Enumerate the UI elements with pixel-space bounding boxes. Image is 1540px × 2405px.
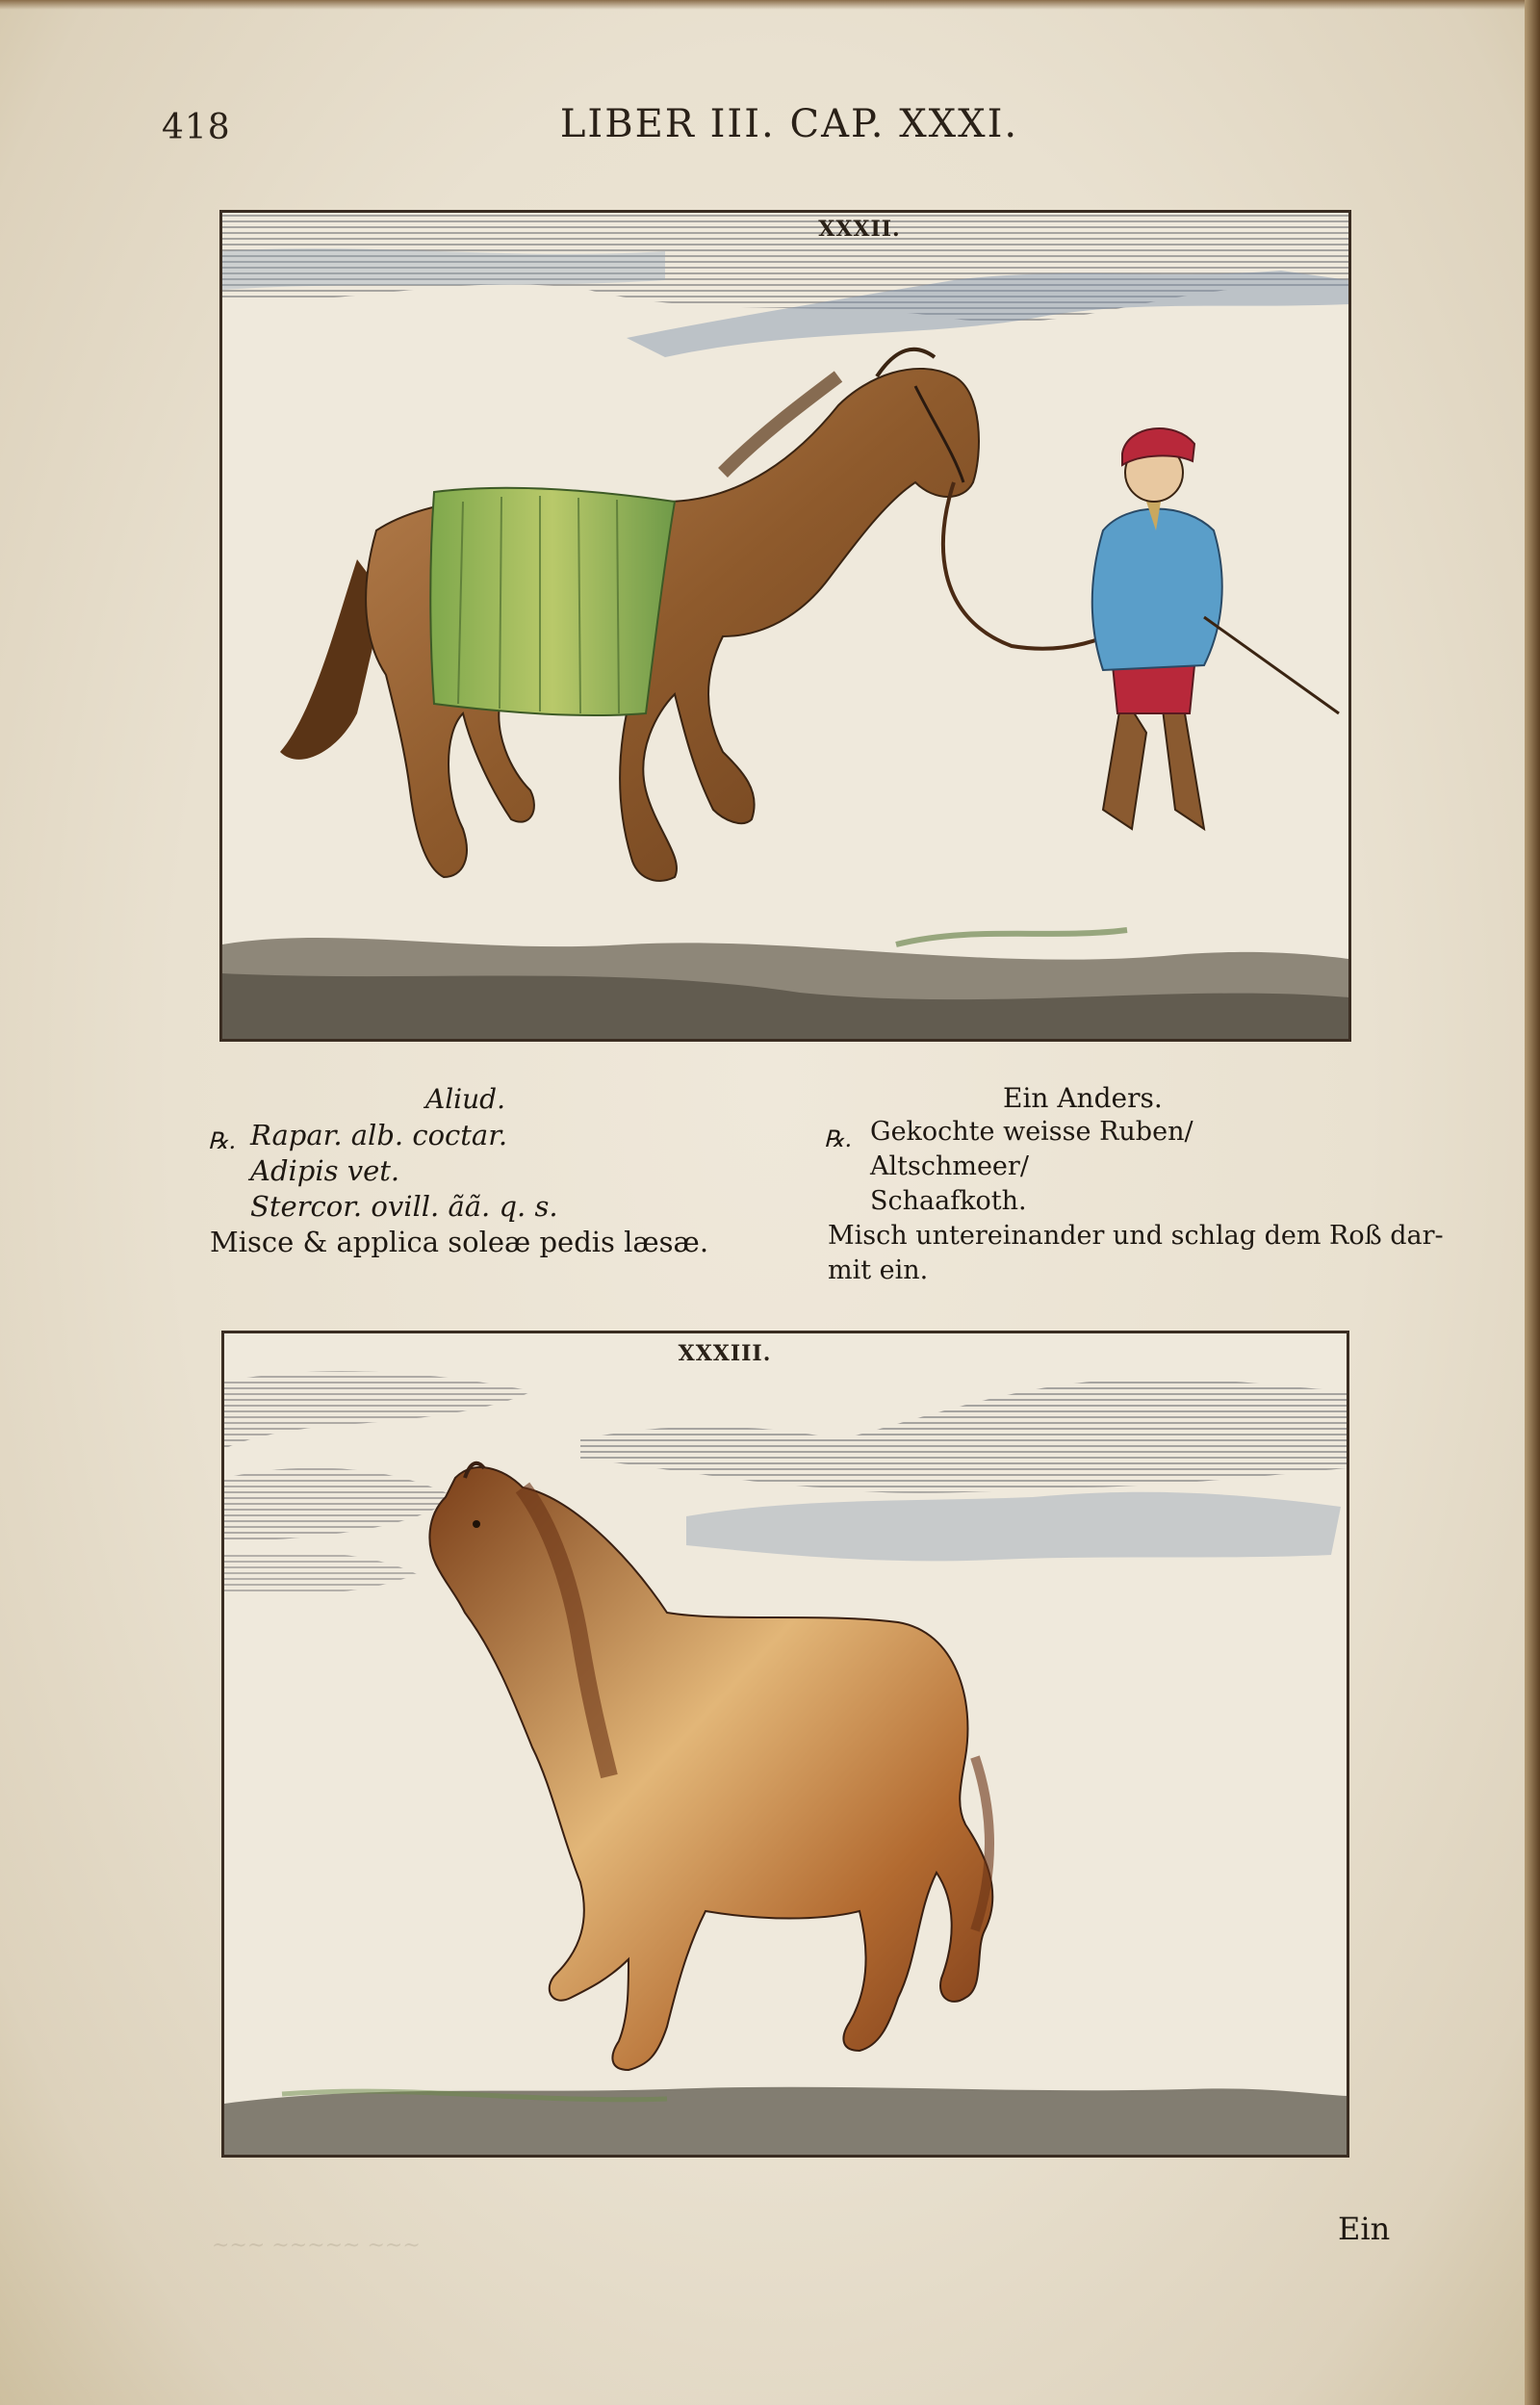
horse-eye: [473, 1520, 480, 1528]
recipe-symbol: ℞.: [208, 1127, 237, 1154]
groom-coat: [1092, 509, 1222, 671]
recipe-german-line: Altschmeer/: [870, 1151, 1029, 1181]
recipe-symbol: ℞.: [824, 1125, 853, 1152]
recipe-latin-line: Misce & applica soleæ pedis læsæ.: [210, 1226, 709, 1258]
recipe-german-line: Schaafkoth.: [870, 1186, 1027, 1216]
engraving-horse-with-groom: [222, 213, 1348, 1039]
catchword: Ein: [1338, 2211, 1391, 2247]
engraving-plate-bottom: [221, 1331, 1349, 2158]
plate-number-top: XXXII.: [818, 217, 901, 242]
recipe-latin-line: Rapar. alb. coctar.: [250, 1119, 508, 1151]
recipe-latin-heading: Aliud.: [425, 1083, 505, 1115]
cloud-left: [224, 1371, 532, 1449]
show-through-text: ~~~ ~~~~~ ~~~: [212, 2234, 421, 2258]
cloud-right: [580, 1379, 1347, 1493]
running-head: [0, 96, 1540, 154]
recipe-latin-line: Stercor. ovill. ãã. q. s.: [250, 1190, 558, 1223]
recipe-latin-line: Adipis vet.: [250, 1154, 400, 1187]
page-number: 418: [162, 108, 231, 147]
recipe-german-line: Gekochte weisse Ruben/: [870, 1117, 1194, 1147]
horse-blanket: [430, 488, 675, 715]
page-top-edge: [0, 0, 1540, 10]
ground: [224, 2087, 1347, 2155]
horse-left: [280, 349, 1127, 881]
engraving-trotting-horse: [224, 1333, 1347, 2155]
page-right-edge: [1525, 0, 1540, 2405]
groom-whip: [1204, 617, 1339, 713]
engraving-plate-top: [219, 210, 1351, 1042]
recipe-german-heading: Ein Anders.: [1003, 1082, 1163, 1114]
recipe-german-line: Misch untereinander und schlag dem Roß dar-: [828, 1221, 1444, 1251]
recipe-german-line: mit ein.: [828, 1255, 929, 1285]
chapter-title: LIBER III. CAP. XXXI.: [559, 102, 1019, 146]
plate-number-bottom: XXXIII.: [678, 1341, 772, 1366]
groom-figure: [1092, 428, 1339, 829]
